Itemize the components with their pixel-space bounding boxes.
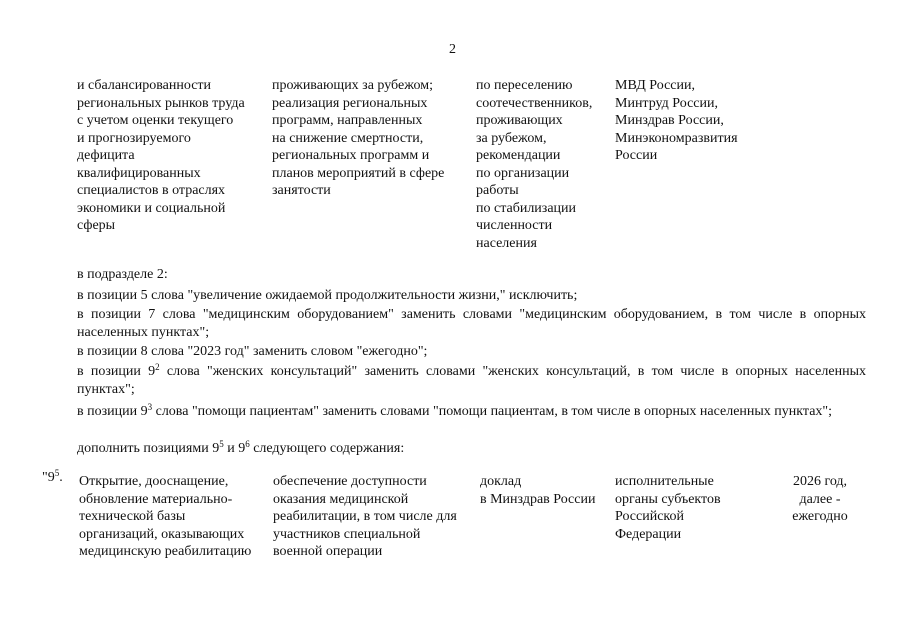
top-table-col-responsible: МВД России, Минтруд России, Минздрав России, Минэкономразвития России	[615, 78, 738, 163]
bottom-table-col-deadline: 2026 год, далее - ежегодно	[792, 474, 848, 524]
bottom-table-col-result: доклад в Минздрав России	[480, 474, 596, 507]
top-table-col-measures: проживающих за рубежом; реализация региональных программ, направленных на снижение смертности, региональных программ и планов мероприятий в сфере занятости	[272, 78, 445, 198]
bottom-table-col-measure: обеспечение доступности оказания медицинской реабилитации, в том числе для участников специальной военной операции	[273, 474, 457, 559]
paragraph-position-9-2: в позиции $9^2$ слова "женских консультаций" заменить словами "женских консультаций, в том числе в опорных населенных пунктах";	[77, 362, 866, 397]
bottom-table-col-responsible: исполнительные органы субъектов Российской Федерации	[615, 474, 721, 542]
paragraph-position-7: в позиции 7 слова "медицинским оборудованием" заменить словами "медицинским оборудованием, в том числе в опорных населенных пунктах";	[77, 307, 866, 340]
paragraph-add-positions: дополнить позициями $9^5$ и $9^6$ следующего содержания:	[77, 439, 405, 456]
top-table-col-result: по переселению соотечественников, проживающих за рубежом, рекомендации по организации работы по стабилизации численности населения	[476, 78, 593, 251]
paragraph-position-5: в позиции 5 слова "увеличение ожидаемой продолжительности жизни," исключить;	[77, 288, 578, 303]
position-number: "$9^5$.	[42, 468, 63, 485]
paragraph-subsection: в подразделе 2:	[77, 267, 168, 282]
top-table-col-goals: и сбалансированности региональных рынков труда с учетом оценки текущего и прогнозируемого дефицита квалифицированных специалистов в отраслях экономики и социальной сферы	[77, 78, 245, 233]
paragraph-position-8: в позиции 8 слова "2023 год" заменить словом "ежегодно";	[77, 344, 428, 359]
paragraph-position-9-3: в позиции $9^3$ слова "помощи пациентам" заменить словами "помощи пациентам, в том числе в опорных населенных пунктах";	[77, 402, 833, 419]
bottom-table-col-task: Открытие, дооснащение, обновление материально- технической базы организаций, оказывающих медицинскую реабилитацию	[79, 474, 252, 559]
page-number: 2	[449, 42, 456, 57]
